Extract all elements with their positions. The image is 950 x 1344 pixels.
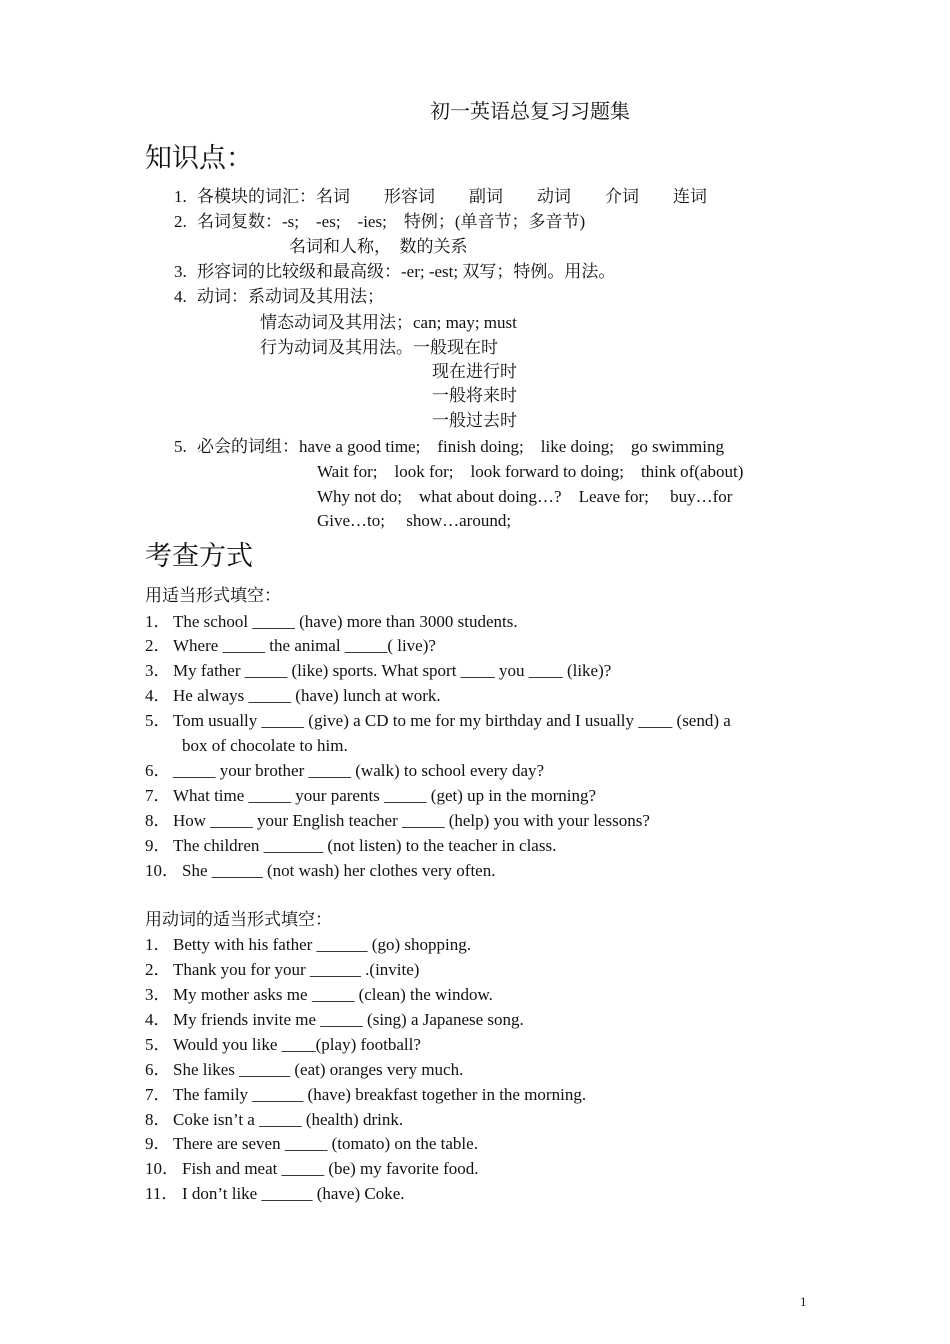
question-text: How _____ your English teacher _____ (help) you with your lessons?: [173, 811, 650, 830]
question-text: She likes ______ (eat) oranges very much.: [173, 1060, 464, 1079]
list-item: 情态动词及其用法；can; may; must: [260, 313, 517, 332]
list-number: 4.: [174, 287, 187, 306]
list-number: 3.: [174, 262, 187, 281]
document-title: 初一英语总复习习题集: [430, 101, 630, 123]
question-number: 7．: [145, 786, 171, 805]
question-number: 3．: [145, 985, 171, 1004]
list-item: 动词：系动词及其用法；: [197, 287, 384, 306]
question-number: 2．: [145, 960, 171, 979]
question-number: 11．: [145, 1184, 179, 1203]
question-number: 9．: [145, 1134, 171, 1153]
question-number: 4．: [145, 1010, 171, 1029]
question-text: The family ______ (have) breakfast together in the morning.: [173, 1085, 587, 1104]
question-text: Tom usually _____ (give) a CD to me for my birthday and I usually ____ (send) a: [173, 711, 731, 730]
question-text: The children _______ (not listen) to the teacher in class.: [173, 836, 557, 855]
question-text: He always _____ (have) lunch at work.: [173, 686, 441, 705]
question-number: 4．: [145, 686, 171, 705]
question-text: My father _____ (like) sports. What sport ____ you ____ (like)?: [173, 661, 612, 680]
question-text: The school _____ (have) more than 3000 students.: [173, 612, 518, 631]
list-number: 2.: [174, 212, 187, 231]
question-text: My mother asks me _____ (clean) the window.: [173, 985, 493, 1004]
question-text: Where _____ the animal _____( live)?: [173, 636, 436, 655]
list-item: 行为动词及其用法。一般现在时: [260, 338, 498, 357]
list-item: 一般将来时: [432, 386, 517, 405]
question-text: I don’t like ______ (have) Coke.: [182, 1184, 405, 1203]
page-number: 1: [800, 1294, 807, 1309]
section-heading-knowledge: 知识点：: [145, 143, 253, 173]
question-number: 6．: [145, 1060, 171, 1079]
list-item: 名词和人称， 数的关系: [289, 237, 468, 256]
question-text: My friends invite me _____ (sing) a Japanese song.: [173, 1010, 524, 1029]
question-number: 5．: [145, 1035, 171, 1054]
question-number: 10．: [145, 1159, 179, 1178]
question-text: Thank you for your ______ .(invite): [173, 960, 420, 979]
question-text: What time _____ your parents _____ (get) up in the morning?: [173, 786, 597, 805]
question-text: Betty with his father ______ (go) shopping.: [173, 935, 471, 954]
question-number: 2．: [145, 636, 171, 655]
exercise-heading: 用适当形式填空：: [145, 586, 281, 605]
list-item: 现在进行时: [432, 362, 517, 381]
question-number: 8．: [145, 1110, 171, 1129]
question-number: 8．: [145, 811, 171, 830]
question-number: 7．: [145, 1085, 171, 1104]
question-number: 10．: [145, 861, 179, 880]
list-item: Wait for; look for; look forward to doing; think of(about): [317, 462, 744, 481]
question-text: There are seven _____ (tomato) on the table.: [173, 1134, 478, 1153]
question-text: Would you like ____(play) football?: [173, 1035, 421, 1054]
question-text: She ______ (not wash) her clothes very often.: [182, 861, 496, 880]
list-item: 形容词的比较级和最高级：-er; -est; 双写；特例。用法。: [197, 262, 616, 281]
list-item: 一般过去时: [432, 411, 517, 430]
question-number: 3．: [145, 661, 171, 680]
question-text: Fish and meat _____ (be) my favorite food.: [182, 1159, 479, 1178]
list-item: Why not do; what about doing…? Leave for; buy…for: [317, 487, 733, 506]
list-item: 必会的词组：have a good time; finish doing; like doing; go swimming: [197, 437, 724, 456]
list-item: 各模块的词汇：名词 形容词 副词 动词 介词 连词: [197, 187, 707, 206]
exercise-heading: 用动词的适当形式填空：: [145, 910, 332, 929]
list-number: 1.: [174, 187, 187, 206]
question-text-continued: box of chocolate to him.: [182, 736, 348, 755]
question-number: 1．: [145, 935, 171, 954]
list-item: 名词复数：-s; -es; -ies; 特例；(单音节；多音节): [197, 212, 586, 231]
list-number: 5.: [174, 437, 187, 456]
question-number: 9．: [145, 836, 171, 855]
question-number: 6．: [145, 761, 171, 780]
list-item: Give…to; show…around;: [317, 511, 512, 530]
question-number: 1．: [145, 612, 171, 631]
question-text: Coke isn’t a _____ (health) drink.: [173, 1110, 404, 1129]
question-text: _____ your brother _____ (walk) to school every day?: [173, 761, 545, 780]
section-heading-assessment: 考查方式: [145, 541, 253, 571]
question-number: 5．: [145, 711, 171, 730]
